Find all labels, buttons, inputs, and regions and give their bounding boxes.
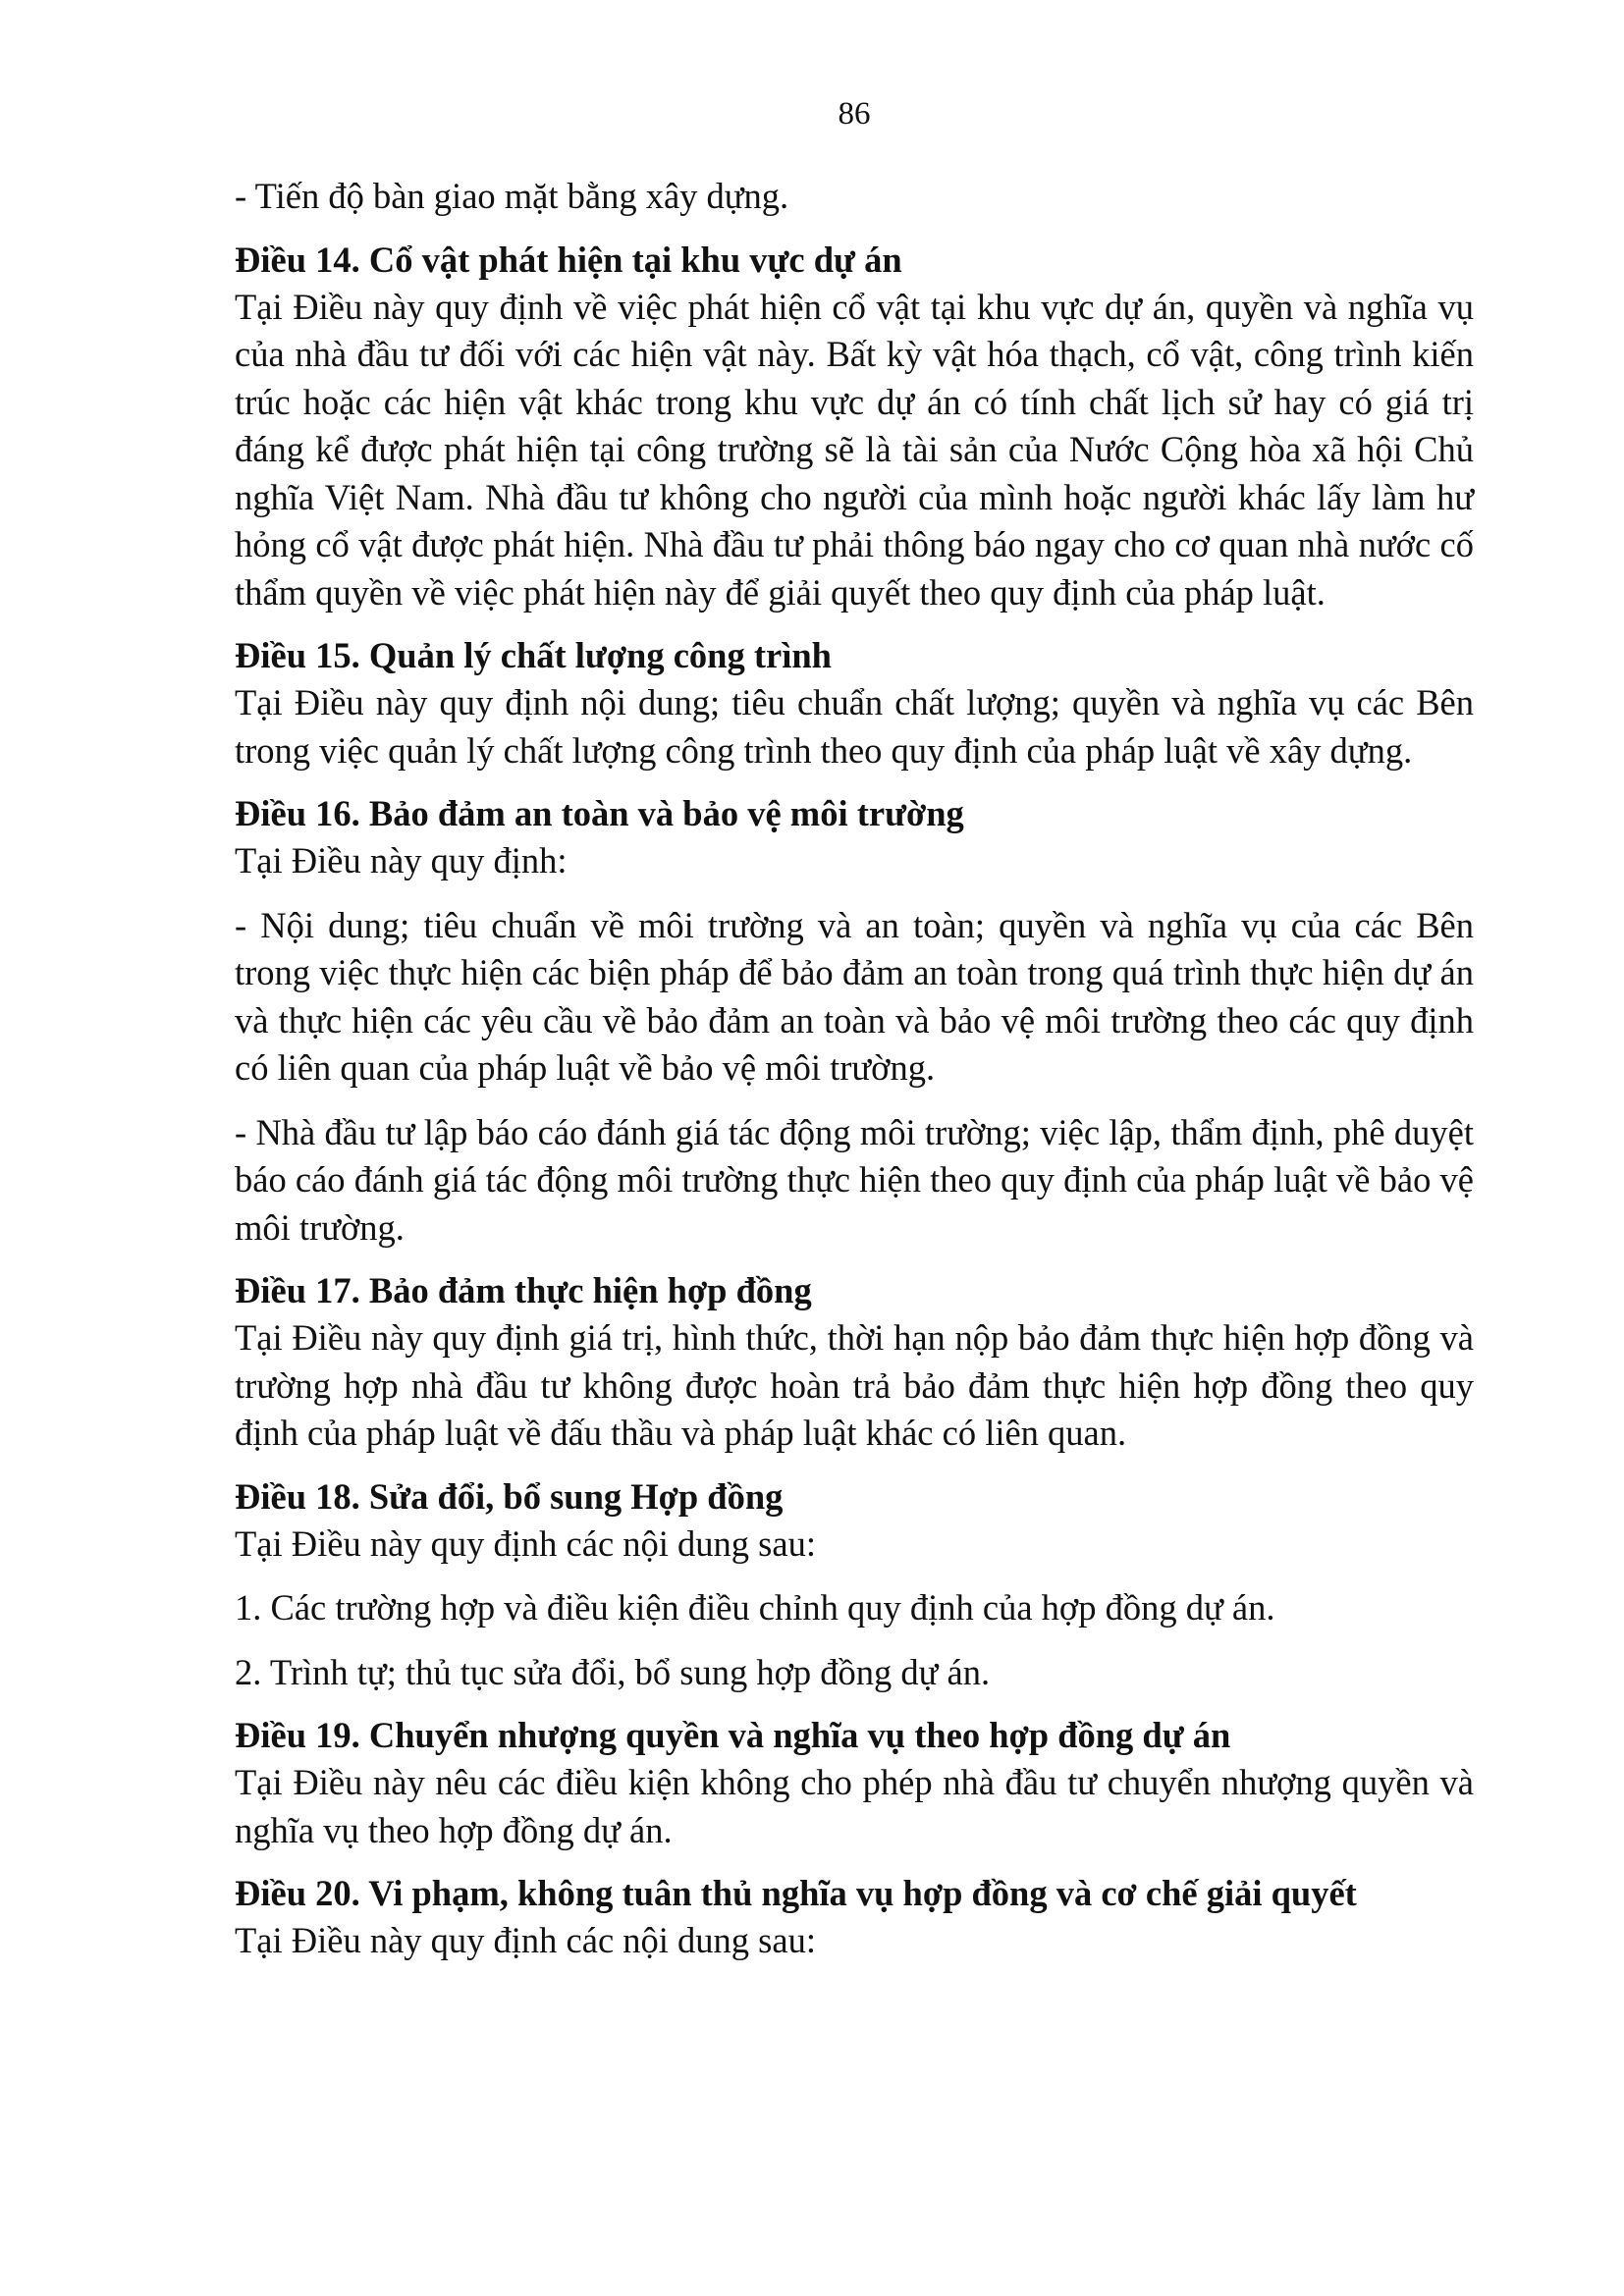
article-17-body: Tại Điều này quy định giá trị, hình thức, thời hạn nộp bảo đảm thực hiện hợp đồng và trường hợp nhà đầu tư không được hoàn trả bảo đảm thực hiện hợp đồng theo quy định của pháp luật về đấu thầu và pháp luật khác có liên quan. [235,1317,1474,1453]
article-15-body: Tại Điều này quy định nội dung; tiêu chuẩn chất lượng; quyền và nghĩa vụ các Bên trong việc quản lý chất lượng công trình theo quy định của pháp luật về xây dựng. [235,682,1474,771]
article-16-item-2: - Nhà đầu tư lập báo cáo đánh giá tác động môi trường; việc lập, thẩm định, phê duyệt báo cáo đánh giá tác động môi trường thực hiện theo quy định của pháp luật về bảo vệ môi trường. [235,1111,1474,1248]
article-18-heading: Điều 18. Sửa đổi, bổ sung Hợp đồng [235,1475,784,1517]
article-16-intro: Tại Điều này quy định: [235,840,568,881]
article-14-body: Tại Điều này quy định về việc phát hiện cổ vật tại khu vực dự án, quyền và nghĩa vụ của nhà đầu tư đối với các hiện vật này. Bất kỳ vật hóa thạch, cổ vật, công trình kiến trúc hoặc các hiện vật khác trong khu vực dự án có tính chất lịch sử hay có giá trị đáng kể được phát hiện tại công trường sẽ là tài sản của Nước Cộng hòa xã hội Chủ nghĩa Việt Nam. Nhà đầu tư không cho người của mình hoặc người khác lấy làm hư hỏng cổ vật được phát hiện. Nhà đầu tư phải thông báo ngay cho cơ quan nhà nước cố thẩm quyền về việc phát hiện này để giải quyết theo quy định của pháp luật. [235,286,1474,613]
article-20-intro: Tại Điều này quy định các nội dung sau: [235,1920,816,1960]
document-body [235,173,1474,1965]
article-16-item-1: - Nội dung; tiêu chuẩn về môi trường và an toàn; quyền và nghĩa vụ của các Bên trong việc thực hiện các biện pháp để bảo đảm an toàn trong quá trình thực hiện dự án và thực hiện các yêu cầu về bảo đảm an toàn và bảo vệ môi trường theo các quy định có liên quan của pháp luật về bảo vệ môi trường. [235,904,1474,1088]
article-14-heading: Điều 14. Cổ vật phát hiện tại khu vực dự án [235,239,902,280]
article-15-heading: Điều 15. Quản lý chất lượng công trình [235,635,832,675]
article-16-heading: Điều 16. Bảo đảm an toàn và bảo vệ môi trường [235,793,964,833]
article-19-body: Tại Điều này nêu các điều kiện không cho phép nhà đầu tư chuyển nhượng quyền và nghĩa vụ theo hợp đồng dự án. [235,1762,1474,1850]
bullet-paragraph: - Tiến độ bàn giao mặt bằng xây dựng. [235,176,789,216]
article-18-intro: Tại Điều này quy định các nội dung sau: [235,1522,816,1564]
article-17-heading: Điều 17. Bảo đảm thực hiện hợp đồng [235,1270,812,1310]
article-19-heading: Điều 19. Chuyển nhượng quyền và nghĩa vụ theo hợp đồng dự án [235,1715,1231,1755]
page-number: 86 [838,96,871,132]
article-18-item-1: 1. Các trường hợp và điều kiện điều chỉnh quy định của hợp đồng dự án. [235,1587,1275,1628]
article-18-item-2: 2. Trình tự; thủ tục sửa đổi, bổ sung hợp đồng dự án. [235,1651,991,1692]
article-20-heading: Điều 20. Vi phạm, không tuân thủ nghĩa vụ hợp đồng và cơ chế giải quyết [235,1873,1357,1913]
